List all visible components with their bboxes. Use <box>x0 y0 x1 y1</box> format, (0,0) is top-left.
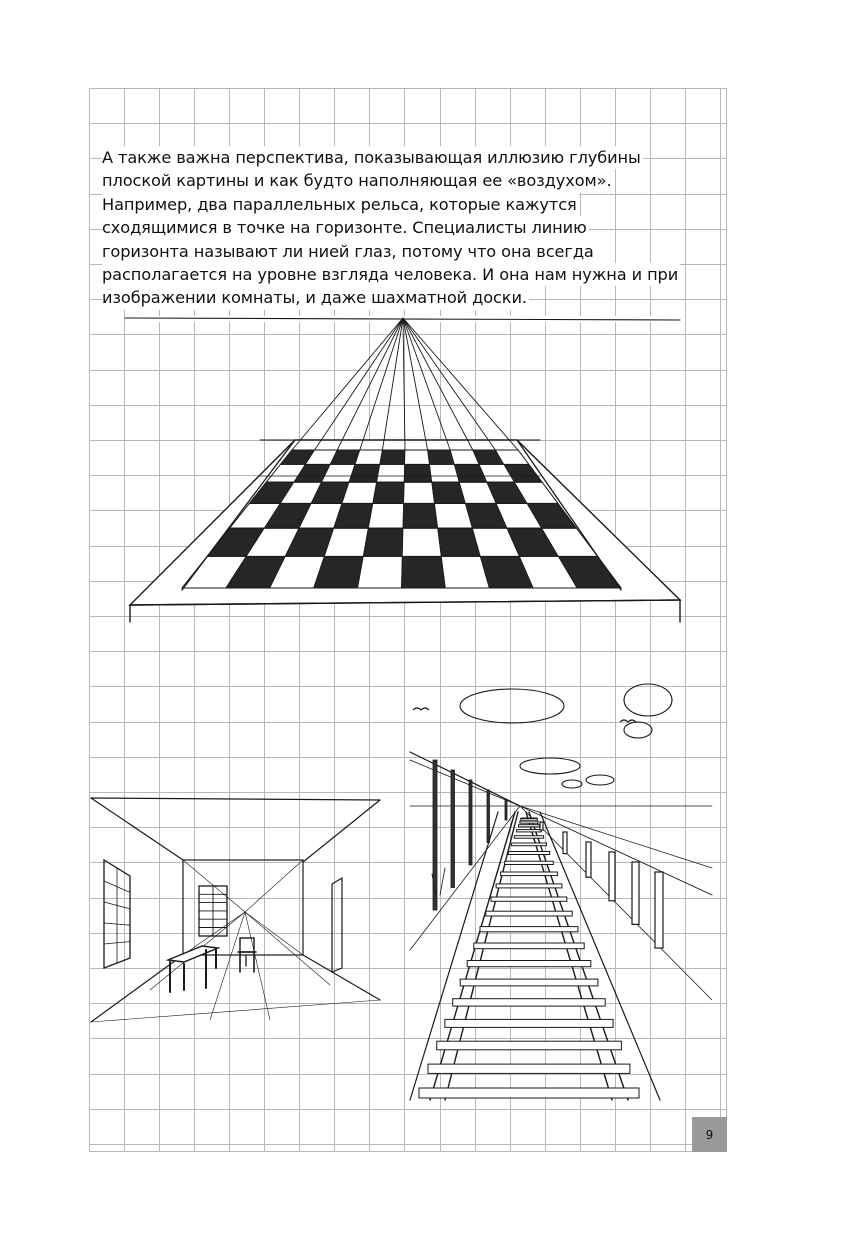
paragraph-line: А также важна перспектива, показывающая иллюзию глубины <box>102 146 643 169</box>
vanishing-ray <box>403 318 450 450</box>
cloud <box>586 775 614 785</box>
dark-square <box>404 464 432 482</box>
rail-sleeper <box>505 861 554 864</box>
paragraph-line: плоской картины и как будто наполняющая ее «воздухом». <box>102 169 614 192</box>
bird-icon <box>620 720 636 722</box>
rail-sleeper <box>437 1041 622 1050</box>
rail-sleeper <box>453 999 606 1006</box>
cloud <box>562 780 582 788</box>
bird-icon <box>413 708 429 710</box>
rail-sleeper <box>521 819 538 821</box>
rail-sleeper <box>517 830 542 832</box>
rail-sleeper <box>501 872 558 876</box>
ceiling-top-edge <box>91 798 380 800</box>
telegraph-pole <box>609 852 615 901</box>
telegraph-pole <box>469 780 472 865</box>
paragraph-line: горизонта называют ли нией глаз, потому что она всегда <box>102 240 596 263</box>
telegraph-pole <box>632 862 639 924</box>
cloud <box>624 684 672 716</box>
light-square <box>368 504 403 529</box>
power-wire <box>410 760 520 806</box>
rail <box>430 812 515 1100</box>
cloud <box>624 722 652 738</box>
rail-sleeper <box>520 821 538 823</box>
vanishing-ray <box>315 318 403 450</box>
rail-sleeper <box>460 979 598 986</box>
cloud <box>460 689 564 723</box>
vanishing-ray <box>403 318 518 450</box>
vanishing-ray <box>403 318 473 450</box>
rail-sleeper <box>514 836 543 839</box>
rail-sleeper <box>512 843 547 846</box>
vanishing-ray <box>403 318 428 450</box>
light-square <box>404 482 435 503</box>
cloud <box>520 758 580 774</box>
telegraph-pole <box>586 842 591 877</box>
dark-square <box>373 482 404 503</box>
vanishing-ray <box>360 318 403 450</box>
telegraph-pole <box>540 822 543 830</box>
light-square <box>355 450 382 464</box>
power-wire <box>520 806 712 868</box>
rail-sleeper <box>508 852 549 855</box>
rail-sleeper <box>519 825 540 827</box>
telegraph-pole <box>563 832 567 854</box>
telegraph-pole <box>451 770 455 888</box>
room-perspective-drawing <box>91 798 380 1022</box>
light-square <box>405 450 430 464</box>
dark-square <box>402 556 446 588</box>
embankment-line <box>540 812 660 1100</box>
rail-sleeper <box>428 1064 630 1073</box>
dark-square <box>363 528 403 556</box>
rail-sleeper <box>474 943 584 949</box>
light-square <box>402 528 441 556</box>
power-wire <box>410 752 520 806</box>
railway-perspective-drawing <box>410 684 712 1100</box>
dark-square <box>428 450 455 464</box>
vanishing-ray <box>403 318 405 450</box>
vanishing-ray <box>403 318 495 450</box>
embankment-line <box>520 806 712 1000</box>
rail-sleeper <box>486 911 572 916</box>
light-square <box>358 556 403 588</box>
page-number-badge <box>692 1117 727 1152</box>
page-number: 9 <box>705 1127 714 1142</box>
light-square <box>377 464 405 482</box>
rail-sleeper <box>467 961 591 967</box>
rail-sleeper <box>419 1088 639 1098</box>
telegraph-pole <box>655 872 663 948</box>
telegraph-pole <box>433 760 437 910</box>
perspective-paragraph <box>102 146 712 310</box>
rail-sleeper <box>480 927 578 932</box>
telegraph-pole <box>505 800 507 820</box>
paragraph-line: располагается на уровне взгляда человека. И она нам нужна и при <box>102 263 680 286</box>
paragraph-line: Например, два параллельных рельса, которые кажутся <box>102 193 579 216</box>
rail <box>445 812 518 1100</box>
rail-sleeper <box>445 1019 613 1027</box>
dark-square <box>380 450 405 464</box>
chessboard-perspective-drawing <box>125 316 685 622</box>
power-wire <box>520 806 712 895</box>
grass-stroke <box>440 868 445 895</box>
rail-sleeper <box>496 884 562 888</box>
paragraph-line: изображении комнаты, и даже шахматной доски. <box>102 286 529 309</box>
paragraph-line: сходящимися в точке на горизонте. Специалисты линию <box>102 216 589 239</box>
rail-sleeper <box>491 897 567 901</box>
telegraph-pole <box>487 790 490 843</box>
dark-square <box>403 504 438 529</box>
